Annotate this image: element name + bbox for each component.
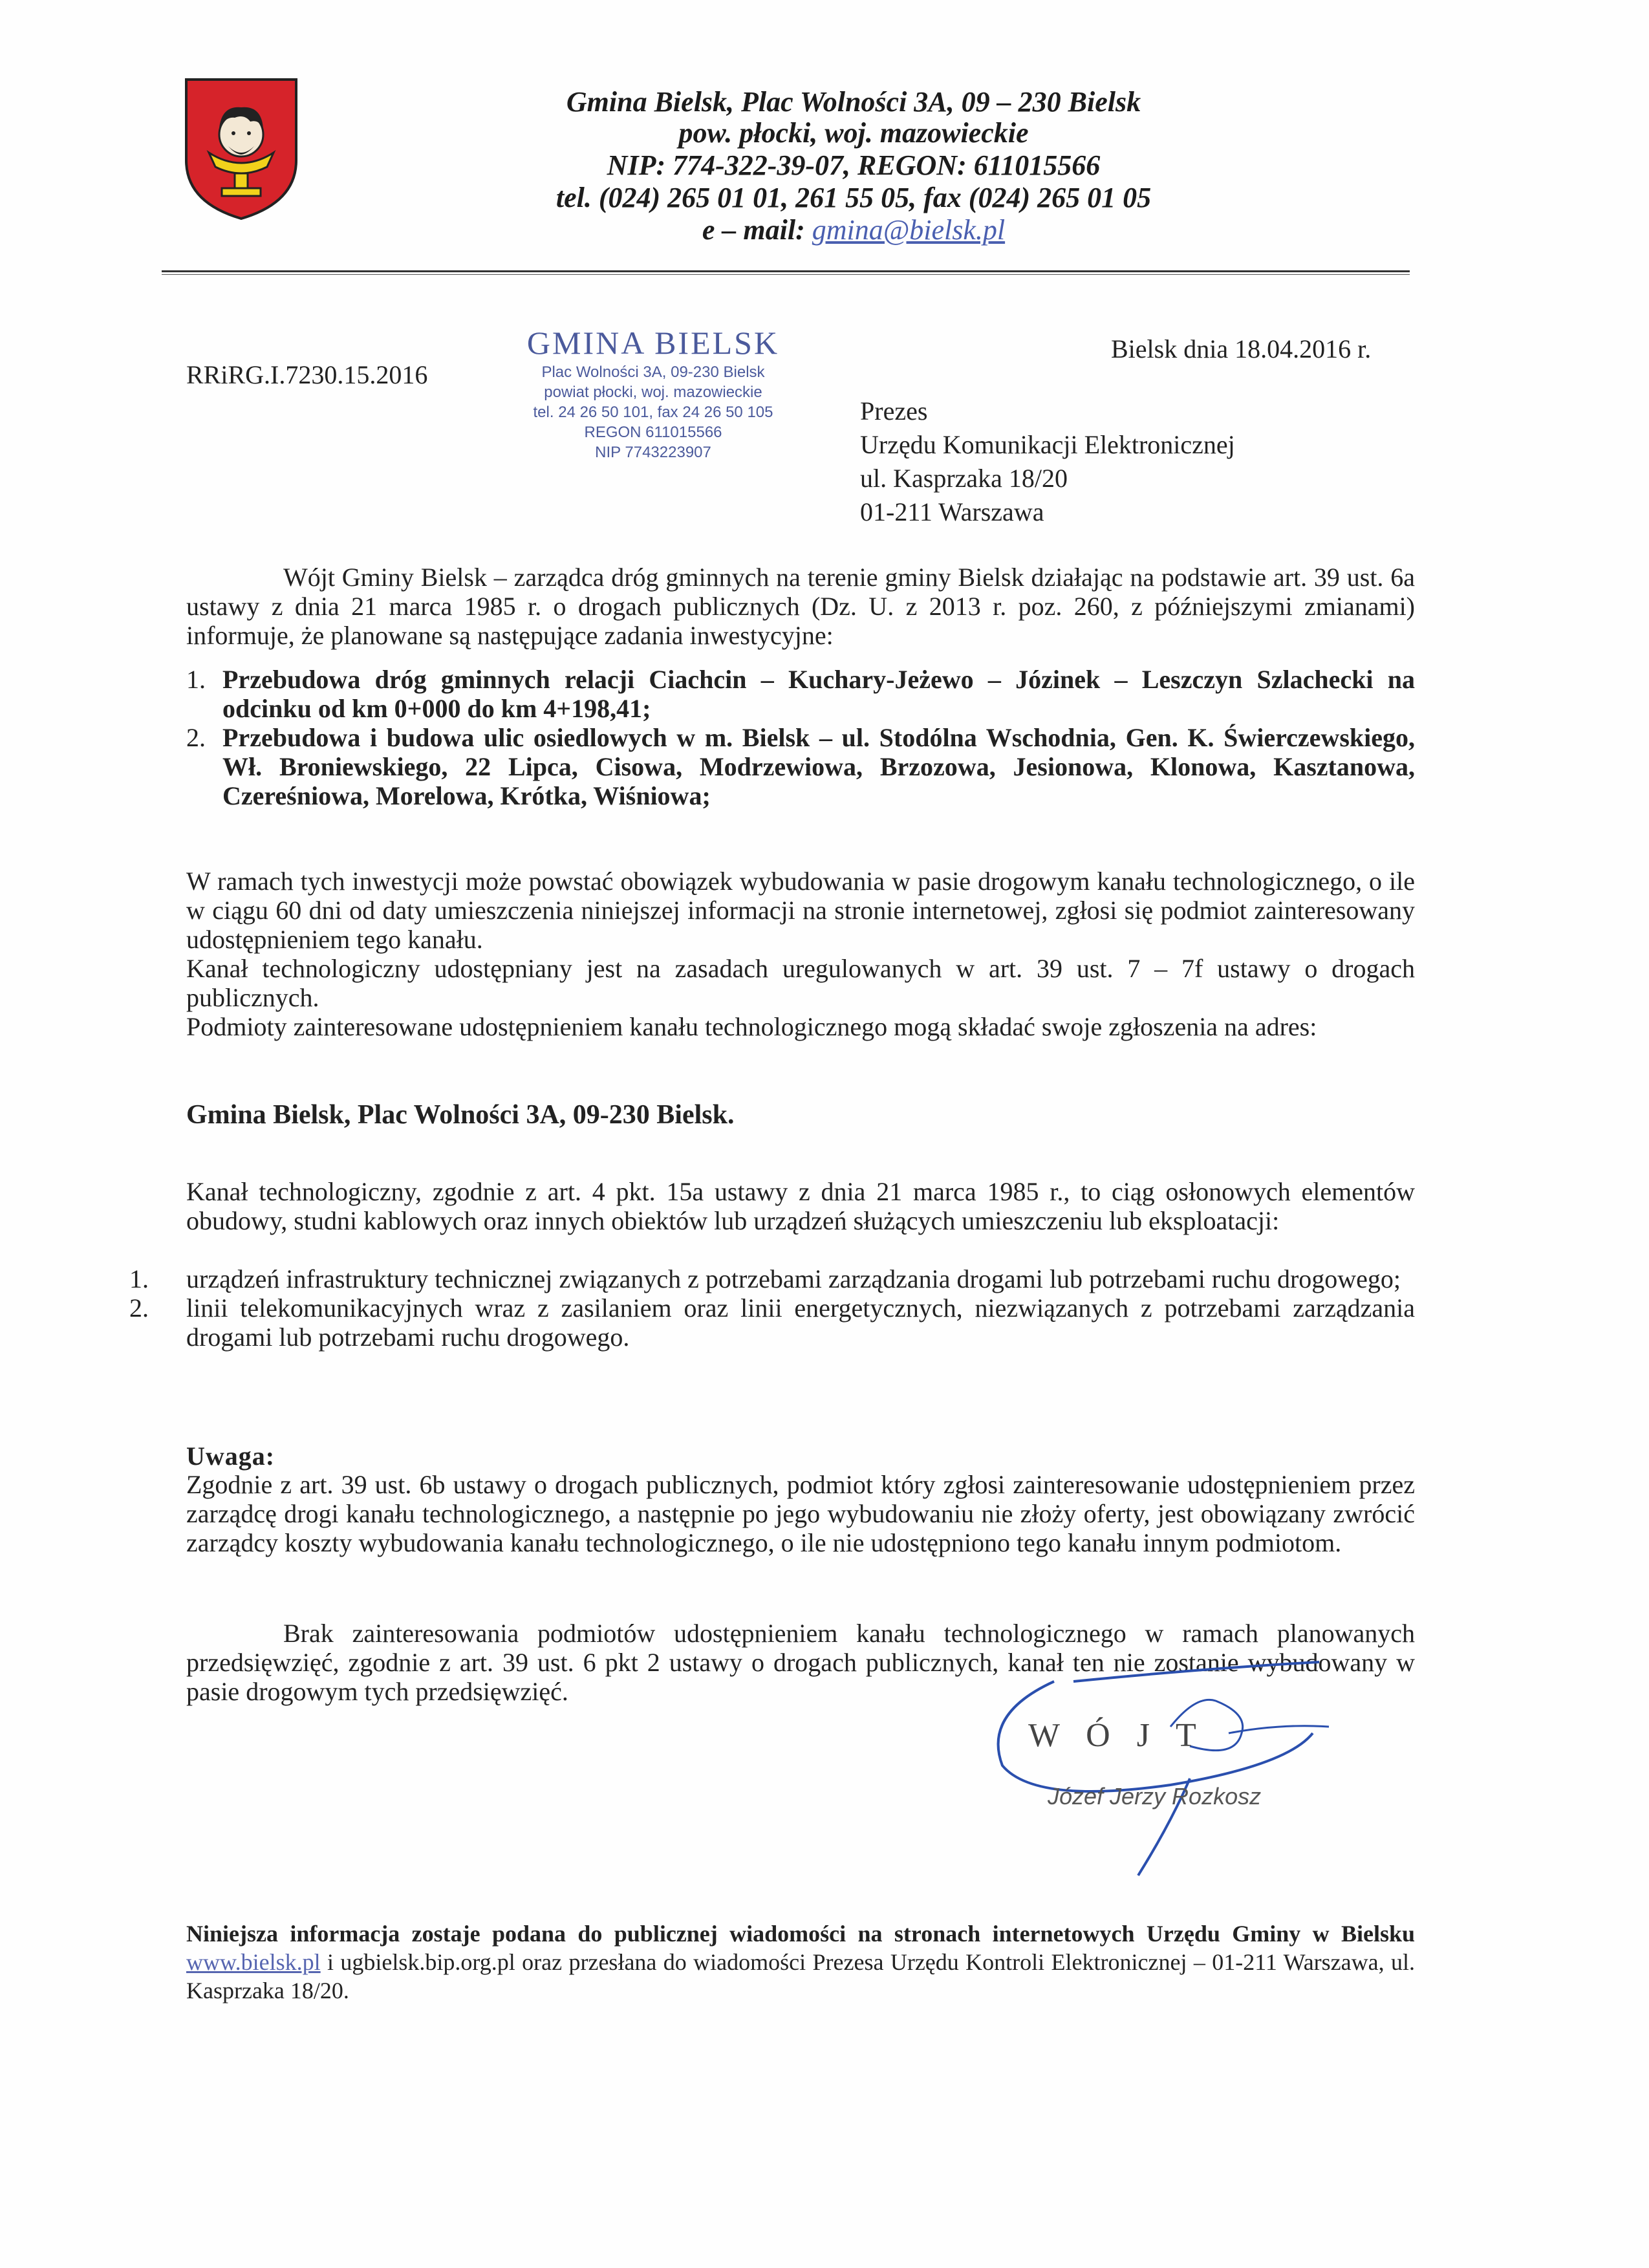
- list-item-number: 2.: [186, 723, 206, 752]
- list-item: [186, 665, 1415, 723]
- stamp-line: REGON 611015566: [584, 424, 722, 441]
- email-link[interactable]: gmina@bielsk.pl: [812, 214, 1006, 246]
- coat-of-arms-icon: [183, 76, 299, 222]
- stamp-line: NIP 7743223907: [595, 444, 711, 461]
- signature-name: Józef Jerzy Rozkosz: [1048, 1783, 1262, 1809]
- reference-number: RRiRG.I.7230.15.2016: [186, 360, 428, 389]
- channel-info-paragraphs: [186, 867, 1415, 1041]
- recipient-line: 01-211 Warszawa: [860, 497, 1044, 526]
- letterhead-divider: [162, 270, 1410, 275]
- footer-website-link[interactable]: www.bielsk.pl: [186, 1949, 321, 1975]
- list-item-number: 1.: [186, 665, 206, 694]
- closing-paragraph: Brak zainteresowania podmiotów udostępnieniem kanału technologicznego w ramach planowanych przedsięwzięć, zgodnie z art. 39 ust. 6 pkt 2 ustawy o drogach publicznych, kanał ten nie zostanie wybudowany w pasie drogowym tych przedsięwzięć.: [186, 1619, 1415, 1706]
- list-item: [186, 723, 1415, 810]
- paragraph: W ramach tych inwestycji może powstać obowiązek wybudowania w pasie drogowym kanału technologicznego, o ile w ciągu 60 dni od daty umieszczenia niniejszej informacji na stronie internetowej, zgłosi się podmiot zainteresowany udostępnieniem tego kanału.: [186, 867, 1415, 954]
- definition-paragraph: Kanał technologiczny, zgodnie z art. 4 pkt. 15a ustawy z dnia 21 marca 1985 r., to ciąg osłonowych elementów obudowy, studni kablowych oraz innych obiektów lub urządzeń służących umieszczeniu lub eksploatacji:: [186, 1177, 1415, 1235]
- letterhead-line-nip: NIP: 774-322-39-07, REGON: 611015566: [607, 149, 1101, 181]
- stamp-title: GMINA BIELSK: [526, 325, 780, 361]
- list-item-number: 1.: [129, 1264, 149, 1293]
- date-line: Bielsk dnia 18.04.2016 r.: [1111, 334, 1372, 363]
- office-stamp: [504, 323, 802, 462]
- letterhead-line-region: pow. płocki, woj. mazowieckie: [678, 117, 1029, 149]
- footer-notice: [186, 1919, 1415, 2005]
- recipient-block: [860, 394, 1235, 529]
- paragraph: Podmioty zainteresowane udostępnieniem kanału technologicznego mogą składać swoje zgłoszenia na adres:: [186, 1012, 1317, 1041]
- signature-title: W Ó J T: [1028, 1717, 1205, 1754]
- stamp-line: Plac Wolności 3A, 09-230 Bielsk: [541, 363, 765, 381]
- stamp-line: powiat płocki, woj. mazowieckie: [544, 383, 762, 401]
- recipient-line: Urzędu Komunikacji Elektronicznej: [860, 430, 1235, 459]
- letterhead-line-address: Gmina Bielsk, Plac Wolności 3A, 09 – 230 Bielsk: [566, 86, 1141, 118]
- definition-list: [129, 1264, 1415, 1352]
- email-label: e – mail:: [702, 214, 805, 246]
- list-item: [129, 1293, 1415, 1352]
- signature: [976, 1656, 1339, 1895]
- investment-task-list: [186, 665, 1415, 810]
- stamp-line: tel. 24 26 50 101, fax 24 26 50 105: [533, 404, 773, 421]
- list-item-text: linii telekomunikacyjnych wraz z zasilaniem oraz linii energetycznych, niezwiązanych z potrzebami zarządzania drogami lub potrzebami ruchu drogowego.: [186, 1293, 1415, 1352]
- note-paragraph: Zgodnie z art. 39 ust. 6b ustawy o drogach publicznych, podmiot który zgłosi zainteresowanie udostępnieniem przez zarządcę drogi kanału technologicznego, a następnie po jego wybudowaniu nie złoży oferty, jest obowiązany zwrócić zarządcy koszty wybudowania kanału technologicznego, o ile nie udostępniono tego kanału innym podmiotom.: [186, 1470, 1415, 1557]
- letterhead-line-email: [401, 215, 1306, 246]
- note-heading: Uwaga:: [186, 1442, 275, 1471]
- recipient-line: ul. Kasprzaka 18/20: [860, 464, 1068, 493]
- paragraph: Kanał technologiczny udostępniany jest na zasadach uregulowanych w art. 39 ust. 7 – 7f ustawy o drogach publicznych.: [186, 954, 1415, 1012]
- intro-paragraph: Wójt Gminy Bielsk – zarządca dróg gminnych na terenie gminy Bielsk działając na podstawie art. 39 ust. 6a ustawy z dnia 21 marca 1985 r. o drogach publicznych (Dz. U. z 2013 r. poz. 260, z późniejszymi zmianami) informuje, że planowane są następujące zadania inwestycyjne:: [186, 563, 1415, 650]
- submission-address: Gmina Bielsk, Plac Wolności 3A, 09-230 Bielsk.: [186, 1100, 735, 1130]
- letterhead-line-phone: tel. (024) 265 01 01, 261 55 05, fax (024) 265 01 05: [555, 182, 1152, 213]
- footer-text: Niniejsza informacja zostaje podana do publicznej wiadomości na stronach internetowych Urzędu Gminy w Bielsku: [186, 1921, 1415, 1947]
- list-item-text: Przebudowa dróg gminnych relacji Ciachcin – Kuchary-Jeżewo – Józinek – Leszczyn Szlachecki na odcinku od km 0+000 do km 4+198,41;: [222, 665, 1415, 723]
- list-item-text: urządzeń infrastruktury technicznej związanych z potrzebami zarządzania drogami lub potrzebami ruchu drogowego;: [186, 1264, 1401, 1293]
- list-item: [129, 1264, 1415, 1293]
- list-item-text: Przebudowa i budowa ulic osiedlowych w m. Bielsk – ul. Stodólna Wschodnia, Gen. K. Świerczewskiego, Wł. Broniewskiego, 22 Lipca, Cisowa, Modrzewiowa, Brzozowa, Jesionowa, Klonowa, Kasztanowa, Czereśniowa, Morelowa, Krótka, Wiśniowa;: [222, 723, 1415, 810]
- list-item-number: 2.: [129, 1293, 149, 1323]
- footer-text: i ugbielsk.bip.org.pl oraz przesłana do wiadomości Prezesa Urzędu Kontroli Elektronicznej – 01-211 Warszawa, ul. Kasprzaka 18/20.: [186, 1949, 1415, 2003]
- recipient-line: Prezes: [860, 396, 928, 426]
